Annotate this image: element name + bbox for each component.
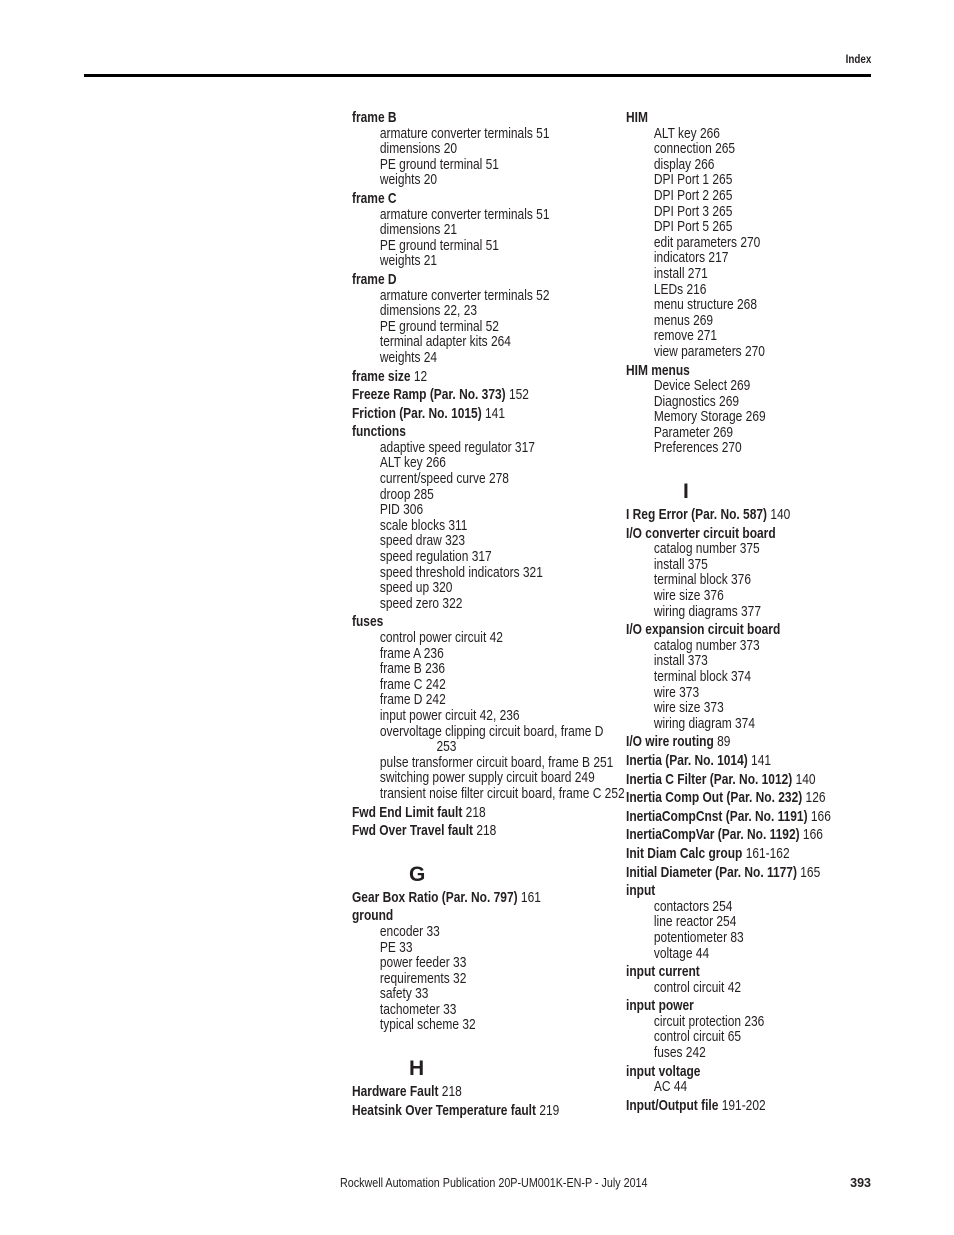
index-main-entry (626, 735, 835, 751)
index-subentry: tachometer 33 (379, 1001, 457, 1018)
index-term: input (626, 883, 656, 900)
index-page-ref: 166 (810, 808, 831, 825)
index-term: HIM (626, 110, 648, 126)
index-page-ref: 141 (751, 752, 772, 769)
index-term: ground (352, 908, 394, 925)
index-subentry: ALT key 266 (653, 125, 720, 142)
index-term: Initial Diameter (Par. No. 1177) (626, 864, 797, 881)
index-subentry: install 375 (653, 556, 708, 573)
index-page-ref: 218 (441, 1084, 462, 1101)
index-page-ref: 89 (717, 734, 731, 751)
index-term: Gear Box Ratio (Par. No. 797) (352, 889, 518, 906)
index-main-entry (352, 806, 561, 822)
index-main-entry (626, 866, 835, 882)
index-main-entry (352, 615, 561, 631)
index-subentry: frame B 236 (379, 661, 446, 678)
index-subentry: fuses 242 (653, 1045, 706, 1062)
index-main-entry (626, 364, 835, 380)
index-page-ref: 218 (465, 804, 486, 821)
index-page-ref: 161 (520, 889, 541, 906)
index-subentry: line reactor 254 (653, 914, 737, 931)
index-subentry: transient noise filter circuit board, frame C 252 (379, 785, 625, 802)
index-main-entry (626, 810, 835, 826)
index-subentry: PE ground terminal 51 (379, 237, 499, 254)
index-subentry: armature converter terminals 51 (379, 206, 550, 223)
index-subentry: dimensions 21 (379, 222, 458, 239)
index-subentry: armature converter terminals 51 (379, 125, 550, 142)
index-term: input power (626, 998, 694, 1015)
index-subentry: frame A 236 (379, 645, 444, 662)
index-subentry: PE ground terminal 52 (379, 318, 499, 335)
index-main-entry (352, 891, 561, 907)
index-term: HIM menus (626, 362, 690, 379)
header-rule (84, 74, 871, 77)
index-subentry: voltage 44 (653, 945, 710, 962)
index-subentry: terminal block 376 (653, 572, 751, 589)
index-subentry: DPI Port 3 265 (653, 203, 733, 220)
index-term: Friction (Par. No. 1015) (352, 405, 482, 422)
index-main-entry (626, 623, 835, 639)
index-main-entry (626, 847, 835, 863)
index-subentry: safety 33 (379, 986, 429, 1003)
index-subentry: dimensions 22, 23 (379, 303, 478, 320)
index-subentry: wire 373 (653, 684, 700, 701)
index-page-ref: 166 (802, 827, 823, 844)
index-main-entry (352, 111, 561, 127)
index-term: frame B (352, 110, 397, 126)
index-page-ref: 126 (805, 790, 826, 807)
index-subentry: PID 306 (379, 502, 424, 519)
index-term: functions (352, 424, 406, 441)
index-subentry: encoder 33 (379, 923, 440, 940)
index-subentry: connection 265 (653, 141, 736, 158)
index-subentry: ALT key 266 (379, 455, 446, 472)
index-subentry: wire size 376 (653, 588, 724, 605)
index-subentry: switching power supply circuit board 249 (379, 770, 595, 787)
index-page-ref: 141 (485, 405, 505, 422)
index-main-entry (352, 273, 561, 289)
index-subentry: armature converter terminals 52 (379, 287, 550, 304)
index-subentry: indicators 217 (653, 250, 729, 267)
index-main-entry (626, 965, 835, 981)
index-term: Init Diam Calc group (626, 845, 743, 862)
index-letter-heading: I (683, 480, 689, 504)
index-subentry: pulse transformer circuit board, frame B 251 (379, 754, 614, 771)
index-subentry: install 373 (653, 653, 708, 670)
index-letter-heading: H (409, 1057, 425, 1081)
index-subentry: speed regulation 317 (379, 549, 492, 566)
footer-page-number: 393 (850, 1176, 871, 1190)
index-subentry: wire size 373 (653, 700, 724, 717)
index-term: Input/Output file (626, 1097, 719, 1114)
index-subentry: input power circuit 42, 236 (379, 707, 520, 724)
index-subentry: speed draw 323 (379, 533, 466, 550)
index-main-entry (626, 111, 835, 127)
index-subentry: potentiometer 83 (653, 929, 744, 946)
index-subentry: circuit protection 236 (653, 1013, 765, 1030)
index-term: Hardware Fault (352, 1084, 439, 1101)
footer-publication: Rockwell Automation Publication 20P-UM001K-EN-P - July 2014 (340, 1176, 648, 1190)
index-term: Heatsink Over Temperature fault (352, 1102, 537, 1119)
index-page-ref: 218 (476, 823, 497, 840)
index-subentry: display 266 (653, 156, 715, 173)
index-subentry: scale blocks 311 (379, 517, 468, 534)
index-column-left (352, 108, 625, 1119)
index-subentry: install 271 (653, 265, 708, 282)
index-subentry: terminal adapter kits 264 (379, 334, 511, 351)
index-subentry: frame C 242 (379, 676, 446, 693)
index-term: I/O converter circuit board (626, 525, 776, 542)
index-subentry: Device Select 269 (653, 378, 751, 395)
index-subentry: PE 33 (379, 939, 413, 956)
index-main-entry (626, 773, 835, 789)
index-subentry: DPI Port 5 265 (653, 219, 733, 236)
index-main-entry (352, 370, 561, 386)
index-main-entry (352, 1085, 561, 1101)
index-main-entry (626, 884, 835, 900)
index-term: Inertia C Filter (Par. No. 1012) (626, 771, 793, 788)
index-main-entry (626, 791, 835, 807)
index-page-ref: 219 (539, 1102, 560, 1119)
index-letter-heading: G (409, 862, 426, 886)
index-subentry: requirements 32 (379, 970, 467, 987)
index-main-entry (626, 828, 835, 844)
index-term: Inertia (Par. No. 1014) (626, 752, 748, 769)
index-subentry: catalog number 375 (653, 541, 760, 558)
index-page-ref: 152 (508, 387, 529, 404)
index-subentry-continuation: 253 (436, 739, 457, 756)
index-subentry: remove 271 (653, 328, 718, 345)
index-main-entry (352, 425, 561, 441)
index-subentry: LEDs 216 (653, 281, 707, 298)
index-subentry: weights 24 (379, 349, 438, 366)
index-subentry: contactors 254 (653, 898, 733, 915)
index-subentry: control power circuit 42 (379, 630, 503, 646)
index-subentry: weights 21 (379, 253, 438, 270)
index-term: I Reg Error (Par. No. 587) (626, 507, 768, 524)
index-main-entry (352, 909, 561, 925)
index-subentry: catalog number 373 (653, 637, 760, 654)
index-subentry: speed zero 322 (379, 595, 463, 612)
index-term: InertiaCompCnst (Par. No. 1191) (626, 808, 808, 825)
index-term: InertiaCompVar (Par. No. 1192) (626, 827, 800, 844)
index-subentry: speed threshold indicators 321 (379, 564, 543, 581)
index-subentry: overvoltage clipping circuit board, frame D (379, 723, 604, 740)
index-term: Inertia Comp Out (Par. No. 232) (626, 790, 803, 807)
index-subentry: Memory Storage 269 (653, 409, 766, 426)
index-page-ref: 12 (413, 368, 428, 385)
index-main-entry (626, 1099, 835, 1115)
index-subentry: Diagnostics 269 (653, 393, 740, 410)
index-term: input voltage (626, 1063, 701, 1080)
index-subentry: terminal block 374 (653, 669, 751, 685)
index-main-entry (626, 527, 835, 543)
index-subentry: frame D 242 (379, 692, 446, 709)
index-page-ref: 191-202 (721, 1097, 766, 1114)
index-subentry: droop 285 (379, 486, 434, 503)
index-main-entry (626, 754, 835, 770)
index-subentry: control circuit 42 (653, 979, 742, 996)
index-main-entry (626, 1065, 835, 1081)
index-subentry: speed up 320 (379, 580, 453, 597)
index-subentry: menu structure 268 (653, 297, 757, 314)
index-subentry: wiring diagrams 377 (653, 603, 761, 620)
running-header-title: Index (845, 52, 871, 66)
index-main-entry (352, 388, 561, 404)
index-main-entry (352, 1104, 561, 1120)
index-page-ref: 140 (795, 771, 816, 788)
index-term: fuses (352, 614, 384, 631)
index-page-ref: 140 (770, 507, 791, 524)
index-main-entry (352, 192, 561, 208)
index-subentry: AC 44 (653, 1079, 688, 1096)
index-subentry: dimensions 20 (379, 141, 458, 158)
index-main-entry (626, 999, 835, 1015)
index-page-ref: 165 (800, 864, 821, 881)
index-subentry: edit parameters 270 (653, 234, 761, 251)
index-page-ref: 161-162 (745, 845, 790, 862)
index-subentry: Preferences 270 (653, 440, 742, 457)
index-term: I/O expansion circuit board (626, 622, 781, 639)
index-term: frame C (352, 190, 397, 207)
index-subentry: typical scheme 32 (379, 1017, 476, 1034)
index-subentry: current/speed curve 278 (379, 471, 509, 488)
index-term: I/O wire routing (626, 734, 714, 751)
index-subentry: view parameters 270 (653, 343, 765, 360)
index-subentry: wiring diagram 374 (653, 715, 755, 732)
index-main-entry (352, 824, 561, 840)
index-subentry: adaptive speed regulator 317 (379, 439, 535, 456)
index-term: frame size (352, 368, 411, 385)
index-term: Fwd End Limit fault (352, 804, 463, 821)
index-term: Fwd Over Travel fault (352, 823, 474, 840)
index-subentry: weights 20 (379, 172, 438, 189)
index-term: Freeze Ramp (Par. No. 373) (352, 387, 506, 404)
index-subentry: Parameter 269 (653, 424, 734, 441)
index-main-entry (626, 508, 835, 524)
index-subentry: DPI Port 1 265 (653, 172, 733, 189)
index-subentry: PE ground terminal 51 (379, 156, 499, 173)
index-term: input current (626, 964, 700, 981)
index-subentry: menus 269 (653, 312, 714, 329)
index-term: frame D (352, 271, 397, 288)
index-subentry: control circuit 65 (653, 1029, 742, 1046)
index-main-entry (352, 407, 561, 423)
index-column-right (626, 108, 881, 1114)
index-subentry: power feeder 33 (379, 955, 467, 972)
index-subentry: DPI Port 2 265 (653, 187, 733, 204)
